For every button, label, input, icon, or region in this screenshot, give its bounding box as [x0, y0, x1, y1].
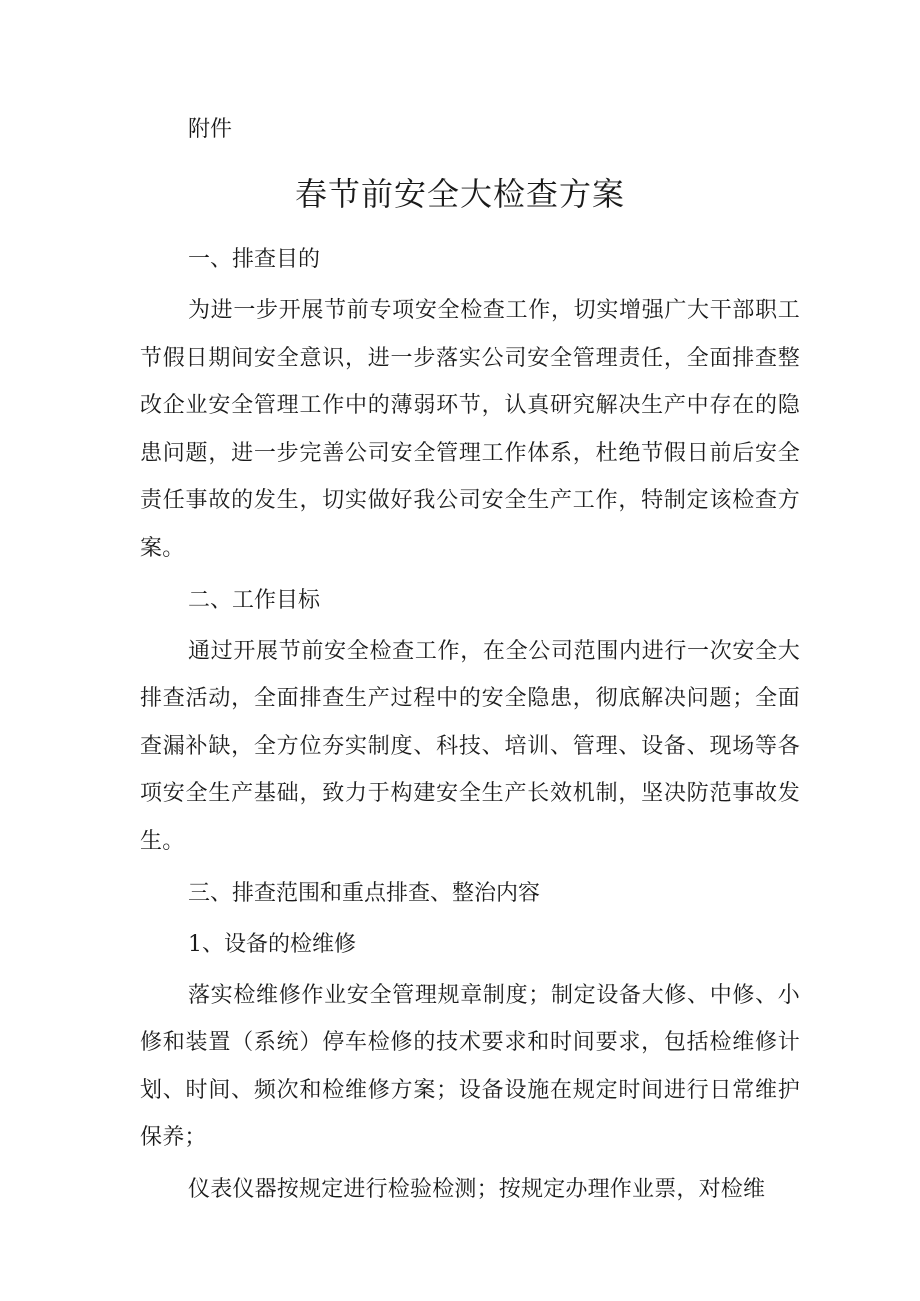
paragraph-goals: 通过开展节前安全检查工作，在全公司范围内进行一次安全大排查活动，全面排查生产过程中的安全隐患，彻底解决问题；全面查漏补缺，全方位夯实制度、科技、培训、管理、设备、现场等各项安全生产基础，致力于构建安全生产长效机制，坚决防范事故发生。: [140, 638, 800, 854]
document-body: [140, 236, 800, 1218]
paragraph-maintenance-1: 落实检维修作业安全管理规章制度；制定设备大修、中修、小修和装置（系统）停车检修的技术要求和时间要求，包括检维修计划、时间、频次和检维修方案；设备设施在规定时间进行日常维护保养；: [140, 982, 800, 1151]
paragraph-purpose: 为进一步开展节前专项安全检查工作，切实增强广大干部职工节假日期间安全意识，进一步落实公司安全管理责任，全面排查整改企业安全管理工作中的薄弱环节，认真研究解决生产中存在的隐患问题，进一步完善公司安全管理工作体系，杜绝节假日前后安全责任事故的发生，切实做好我公司安全生产工作，特制定该检查方案。: [140, 298, 800, 561]
annex-label: 附件: [188, 117, 233, 142]
section-heading-purpose: 一、排查目的: [188, 247, 321, 272]
subsection-heading-maintenance: 1、设备的检维修: [188, 931, 356, 957]
section-heading-scope: 三、排查范围和重点排查、整治内容: [188, 880, 541, 906]
paragraph-maintenance-2: 仪表仪器按规定进行检验检测；按规定办理作业票，对检维: [188, 1176, 766, 1202]
document-title: 春节前安全大检查方案: [294, 175, 625, 213]
section-heading-goals: 二、工作目标: [188, 587, 321, 613]
